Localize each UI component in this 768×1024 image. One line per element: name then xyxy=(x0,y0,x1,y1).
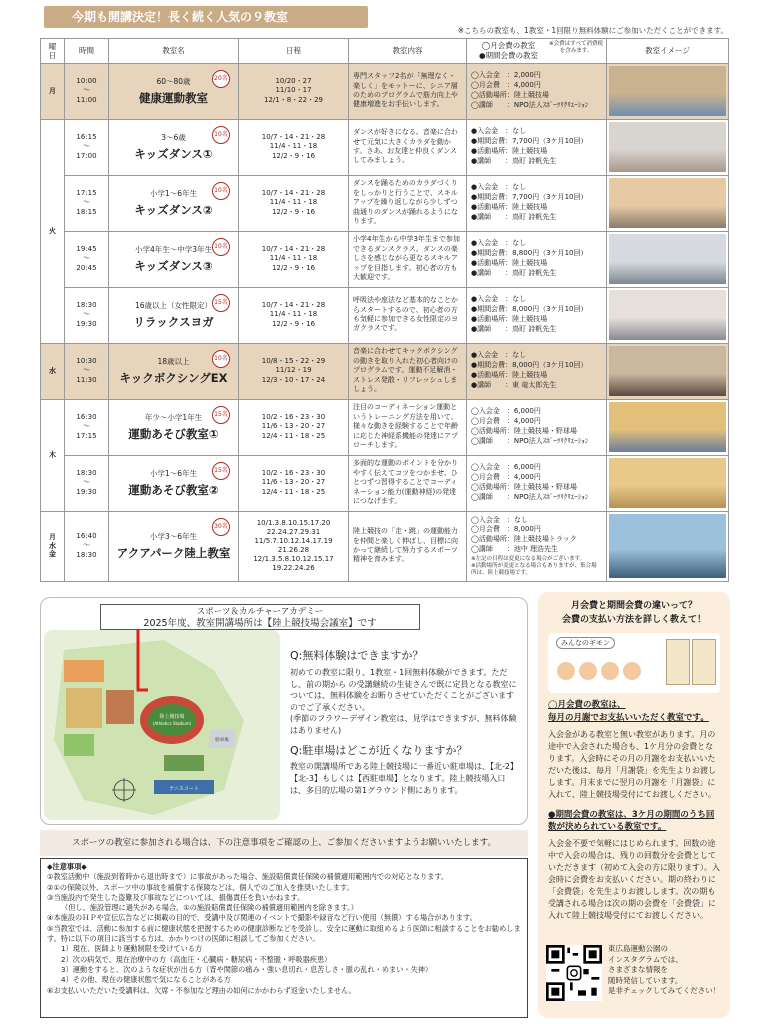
dates-cell xyxy=(239,399,349,455)
date-line: 10/7・14・21・28 xyxy=(261,133,326,142)
monthly-fee-body: 入会金がある教室と無い教室があります。月の途中で入会された場合も、1ケ月分の会費となります。入会時にその月の月謝をお支払いいただいた後は、毎月「月謝袋」を先生よりお渡しします。月末までに翌月の月謝を「月謝袋」に入れて、陸上競技場受付にてお渡しください。 xyxy=(548,729,716,799)
venue-title xyxy=(100,604,420,630)
target-age: 18歳以上 xyxy=(157,357,190,366)
class-title: キックボクシングEX xyxy=(119,371,228,385)
class-title: キッズダンス① xyxy=(134,147,213,161)
caution-line: 3）運動をすると、次のような症状が出る方（背や関節の痛み・強い息切れ・息苦しさ・脈の乱れ・めまい・失神） xyxy=(61,964,433,974)
tennis-label: テニスコート xyxy=(169,786,199,792)
fee-text: ◯入会金 ：6,000円 ◯月会費 ：4,000円 ◯活動場所：陸上競技場・野球場 ◯講師 ：NPO法人ｽﾎﾟｰﾂﾘｸﾘｴｰｼｮﾝ xyxy=(471,463,589,501)
class-name-cell xyxy=(109,63,239,119)
date-line: 11/4・11・18 xyxy=(269,142,318,151)
venue-announcement: 2025年度、教室開講場所は【陸上競技場会議室】です xyxy=(143,618,377,629)
day-cell: 月 xyxy=(41,63,65,119)
class-name-cell xyxy=(109,343,239,399)
table-row xyxy=(41,399,729,455)
fee-cell xyxy=(467,343,607,399)
stadium-label: 陸上競技場 xyxy=(159,714,185,720)
time-cell: 10:30 〜 11:30 xyxy=(65,343,109,399)
class-photo xyxy=(609,346,726,396)
table-row xyxy=(41,175,729,231)
capacity-badge: 10名 xyxy=(212,126,230,144)
image-cell xyxy=(607,399,729,455)
caution-line: ⑤当教室では、活動に参加する前に健康状態を把握するための健康診断などを受診し、安全に運動に取組めるよう医師に相談することをお勧めします。特に以下の項目に該当する方は、かかりつけの医師に相談してご参加ください。 xyxy=(47,923,521,944)
fee-note: ※左記の日程は変更になる場合がございます。 ※活動場所が変更となる場合もありますが、集合場所は、陸上競技場です。 xyxy=(471,555,597,576)
class-title: キッズダンス③ xyxy=(134,259,213,273)
class-title: キッズダンス② xyxy=(134,203,213,217)
content-cell: ダンスを踊るためのカラダづくりをしっかりと行うことで、スキルアップを繰り返しながら少しずつ曲通りのダンスが踊れるようになります。 xyxy=(349,175,467,231)
time-cell: 10:00 〜 11:00 xyxy=(65,63,109,119)
class-photo xyxy=(609,66,726,116)
image-cell xyxy=(607,287,729,343)
class-title: アクアパーク陸上教室 xyxy=(116,546,231,560)
target-age: 16歳以上（女性限定） xyxy=(134,301,213,310)
date-line: 21.26.28 xyxy=(277,546,310,554)
table-row xyxy=(41,287,729,343)
time-cell: 16:40 〜 18:30 xyxy=(65,511,109,581)
dates-cell xyxy=(239,231,349,287)
date-line: 12/1.3.5.8.10.12.15.17 xyxy=(253,555,334,564)
date-line: 12/4・11・18・25 xyxy=(261,487,326,496)
day-cell: 木 xyxy=(41,399,65,511)
caution-line: 4）その他、現在の健康状態で気になることがある方 xyxy=(61,975,231,985)
schedule-table xyxy=(40,38,729,582)
capacity-badge: 15名 xyxy=(212,406,230,424)
date-line: 11/5.7.10.12.14.17.19 xyxy=(254,536,333,545)
fee-legend-period: ●期間会費の教室 xyxy=(478,50,539,60)
class-photo xyxy=(609,402,726,452)
fee-text: ◯入会金 ：なし ◯月会費 ：8,000円 ◯活動場所：陸上競技場トラック ◯講師 ：池中 理浩先生 xyxy=(471,515,577,553)
fee-text: ●入会金 ：なし ●期間会費：8,000円（3ケ月10回） ●活動場所：陸上競技場 ●講師 ：鳥盯 詩帆先生 xyxy=(471,295,588,333)
date-line: 10/2・16・23・30 xyxy=(261,469,326,478)
park-map xyxy=(44,630,280,820)
academy-name: スポーツ＆カルチャーアカデミー xyxy=(196,607,324,617)
instagram-promo: 東広島運動公園の インスタグラムでは、 さまざまな情報を 随時発信しています。 是非チェックしてみてください！ xyxy=(608,944,721,995)
trial-note: ※こちらの教室も、1教室・1回限り無料体験にご参加いただくことができます。 xyxy=(457,26,728,35)
capacity-badge: 10名 xyxy=(212,182,230,200)
image-cell xyxy=(607,175,729,231)
content-cell: 多面的な運動のポイントを分かりやすく伝えてコツをつかませ、ひとつずつ習得することでコーディネーション能力(運動神経)の発達につなげます。 xyxy=(349,455,467,511)
dates-cell xyxy=(239,175,349,231)
time-cell: 16:15 〜 17:00 xyxy=(65,119,109,175)
date-line: 10/7・14・21・28 xyxy=(261,189,326,198)
image-cell xyxy=(607,63,729,119)
caution-line: （但し、施設管理に過失がある場合、①の施設賠償責任保険の補償適用範囲内を除きます。） xyxy=(61,903,358,913)
class-photo xyxy=(609,178,726,228)
faces-icon xyxy=(554,653,644,689)
dates-cell xyxy=(239,343,349,399)
caution-line: 2）次の病気で、現在治療中の方（高血圧・心臓病・糖尿病・不整脈・呼吸器疾患） xyxy=(61,954,332,964)
capacity-badge: 15名 xyxy=(212,294,230,312)
image-cell xyxy=(607,231,729,287)
class-title: リラックスヨガ xyxy=(133,315,214,329)
image-cell xyxy=(607,343,729,399)
faq-answer-2: 教室の開講場所である陸上競技場に一番近い駐車場は、【北-2】【北-3】もしくは【西駐車場】となります。陸上競技場入口は、多目的広場の第1グラウンド側にあります。 xyxy=(290,762,518,795)
faq-question-1: Q:無料体験はできますか？ xyxy=(290,649,424,662)
header-image: 教室イメージ xyxy=(607,39,729,64)
time-cell: 19:45 〜 20:45 xyxy=(65,231,109,287)
class-title: 健康運動教室 xyxy=(139,91,208,105)
header-content: 教室内容 xyxy=(349,39,467,64)
caution-line: ④本施設のＨＰや宣伝広告などに掲載の目的で、受講中及び関連のイベントで撮影や録音など行い使用（無償）する場合があります。 xyxy=(47,913,477,923)
table-row xyxy=(41,231,729,287)
class-name-cell xyxy=(109,511,239,581)
envelope-icon xyxy=(692,639,716,685)
table-header-row xyxy=(41,39,729,64)
fee-text: ●入会金 ：なし ●期間会費：8,800円（3ケ月10回） ●活動場所：陸上競技場 ●講師 ：鳥盯 詩帆先生 xyxy=(471,239,588,277)
class-name-cell xyxy=(109,455,239,511)
day-cell: 火 xyxy=(41,119,65,343)
time-cell: 18:30 〜 19:30 xyxy=(65,455,109,511)
monthly-fee-section xyxy=(548,699,720,922)
target-age: 60〜80歳 xyxy=(156,77,191,86)
date-line: 12/4・11・18・25 xyxy=(261,431,326,440)
date-line: 10/2・16・23・30 xyxy=(261,413,326,422)
image-cell xyxy=(607,511,729,581)
time-cell: 16:30 〜 17:15 xyxy=(65,399,109,455)
dates-cell xyxy=(239,63,349,119)
day-cell: 水 xyxy=(41,343,65,399)
monthly-fee-heading: ◯月会費の教室は、 毎月の月謝でお支払いいただく教室です。 xyxy=(548,700,709,723)
fee-cell xyxy=(467,511,607,581)
header-time: 時間 xyxy=(65,39,109,64)
fee-legend-monthly: ◯月会費の教室 xyxy=(481,41,536,50)
image-cell xyxy=(607,119,729,175)
date-line: 11/4・11・18 xyxy=(269,254,318,263)
fee-cell xyxy=(467,231,607,287)
target-age: 小学3〜6年生 xyxy=(149,532,198,541)
class-photo xyxy=(609,514,726,578)
period-fee-heading: ●期間会費の教室は、3ケ月の期間のうち回数が決められている教室です。 xyxy=(548,809,715,833)
class-title: 運動あそび教室② xyxy=(128,483,219,497)
envelope-icon xyxy=(666,639,690,685)
dates-cell xyxy=(239,287,349,343)
target-age: 3〜6歳 xyxy=(161,133,186,142)
content-cell: 注目のコーディネーション運動というトレーニング方法を用いて、様々な動きを経験することで年齢に応じた神経系機能の発達にアプローチします。 xyxy=(349,399,467,455)
caution-title: ◆注意事項◆ xyxy=(47,862,87,871)
date-line: 22.24.27.29.31 xyxy=(266,527,321,536)
date-line: 12/2・9・16 xyxy=(271,319,316,328)
fee-text: ●入会金 ：なし ●期間会費：7,700円（3ケ月10回） ●活動場所：陸上競技場 ●講師 ：鳥盯 詩帆先生 xyxy=(471,127,588,165)
caution-line: ⑥お支払いいただいた受講料は、欠席・不参加など理由の如何にかかわらず返金いたしません。 xyxy=(47,985,356,995)
header-fee xyxy=(467,39,607,64)
fee-cell xyxy=(467,399,607,455)
faq xyxy=(290,648,518,802)
class-photo xyxy=(609,122,726,172)
target-age: 小学4年生〜中学3年生 xyxy=(134,245,213,254)
date-line: 12/2・9・16 xyxy=(271,263,316,272)
capacity-badge: 30名 xyxy=(212,518,230,536)
capacity-badge: 20名 xyxy=(212,70,230,88)
target-age: 小学1〜6年生 xyxy=(149,469,198,478)
question-bubble: みんなのギモン xyxy=(556,637,615,649)
class-name-cell xyxy=(109,119,239,175)
capacity-badge: 10名 xyxy=(212,238,230,256)
fee-cell xyxy=(467,287,607,343)
header-name: 教室名 xyxy=(109,39,239,64)
date-line: 11/10・17 xyxy=(275,86,312,95)
date-line: 12/2・9・16 xyxy=(271,207,316,216)
parking-label: 駐車場 xyxy=(215,738,229,743)
fee-cell xyxy=(467,175,607,231)
fee-text: ●入会金 ：なし ●期間会費：7,700円（3ケ月10回） ●活動場所：陸上競技場 ●講師 ：鳥盯 詩帆先生 xyxy=(471,183,588,221)
date-line: 12/2・9・16 xyxy=(271,151,316,160)
date-line: 10/7・14・21・28 xyxy=(261,301,326,310)
caution-line: ②①の保険以外、スポーツ中の事故を補償する保険などは、個人でのご加入を推奨いたします。 xyxy=(47,882,354,892)
class-name-cell xyxy=(109,399,239,455)
dates-cell xyxy=(239,511,349,581)
period-fee-body: 入会金不要で気軽にはじめられます。回数の途中で入会の場合は、残りの回数分を会費としていただきます（初めて入会の方に限ります）。入会時に会費をお支払いください。期の終わりに「会費袋」を先生よりお渡しします。次の期も受講される場合は次の期の会費を「会費袋」に入れて陸上競技場受付にてお渡しください。 xyxy=(548,839,720,920)
table-row xyxy=(41,119,729,175)
date-line: 10/20・27 xyxy=(275,77,312,86)
time-cell: 18:30 〜 19:30 xyxy=(65,287,109,343)
date-line: 12/1・8・22・29 xyxy=(264,95,323,104)
fee-cell xyxy=(467,63,607,119)
table-row xyxy=(41,455,729,511)
instagram-qr-code[interactable] xyxy=(546,945,602,1001)
image-cell xyxy=(607,455,729,511)
date-line: 11/6・13・20・27 xyxy=(261,478,326,487)
caution-line: 1）現在、医師より運動制限を受けている方 xyxy=(61,944,203,954)
table-row xyxy=(41,63,729,119)
date-line: 11/12・19 xyxy=(275,366,312,375)
fee-text: ◯入会金 ：6,000円 ◯月会費 ：4,000円 ◯活動場所：陸上競技場・野球場 ◯講師 ：NPO法人ｽﾎﾟｰﾂﾘｸﾘｴｰｼｮﾝ xyxy=(471,407,589,445)
date-line: 10/1.3.8.10.15.17.20 xyxy=(256,518,331,527)
target-age: 小学1〜6年生 xyxy=(149,189,198,198)
caution-line: ①教室活動中（施設到着時から退出時まで）に事故があった場合、施設賠償責任保険の補償適用範囲内での対応となります。 xyxy=(47,872,449,882)
caution-box xyxy=(40,858,528,1018)
caution-line: ③当施設内で発生した盗難及び事故などについては、損傷責任を負いかねます。 xyxy=(47,892,305,902)
content-cell: 音楽に合わせてキックボクシングの動きを取り入れた初心者向けのプログラムです。運動不足解消・ストレス発散・リフレッシュしましょう。 xyxy=(349,343,467,399)
table-row xyxy=(41,511,729,581)
date-line: 11/4・11・18 xyxy=(269,198,318,207)
date-line: 10/8・15・22・29 xyxy=(261,357,326,366)
header-day: 曜 日 xyxy=(41,39,65,64)
capacity-badge: 10名 xyxy=(212,350,230,368)
people-illustration xyxy=(548,633,720,693)
class-name-cell xyxy=(109,175,239,231)
capacity-badge: 15名 xyxy=(212,462,230,480)
headline-banner: 今期も開講決定！長く続く人気の９教室 xyxy=(44,6,368,28)
class-photo xyxy=(609,234,726,284)
content-cell: 呼吸法や座法など基本的なことからスタートするので、初心者の方も気軽に参加できる女性限定のヨガクラスです。 xyxy=(349,287,467,343)
class-title: 運動あそび教室① xyxy=(128,427,219,441)
content-cell: 小学4年生から中学3年生まで参加できるダンスクラス。ダンスの楽しさを感じながら更なるスキルアップを目指します。初心者の方も大歓迎です。 xyxy=(349,231,467,287)
date-line: 11/4・11・18 xyxy=(269,310,318,319)
class-name-cell xyxy=(109,231,239,287)
date-line: 10/7・14・21・28 xyxy=(261,245,326,254)
content-cell: 陸上競技の「走・跳」の運動能力を仲間と楽しく伸ばし、目標に向かって継続して努力するスポーツ精神を育みます。 xyxy=(349,511,467,581)
date-line: 19.22.24.26 xyxy=(272,564,315,573)
fee-cell xyxy=(467,455,607,511)
target-age: 年少〜小学1年生 xyxy=(144,413,203,422)
class-photo xyxy=(609,290,726,340)
header-dates: 日程 xyxy=(239,39,349,64)
fee-text: ◯入会金 ：2,000円 ◯月会費 ：4,000円 ◯活動場所：陸上競技場 ◯講師 ：NPO法人ｽﾎﾟｰﾂﾘｸﾘｴｰｼｮﾝ xyxy=(471,71,589,109)
faq-answer-1: 初めての教室に限り、1教室・1回無料体験ができます。ただし、前の期から の受講継続の生徒さんで既に定員となる教室については、無料体験をお断りさせていただくことがございますのでご了承ください。 (季節のフラワーデザイン教室は、見学はできますが、無料体験はありません) xyxy=(290,667,517,735)
time-cell: 17:15 〜 18:15 xyxy=(65,175,109,231)
fee-text: ●入会金 ：なし ●期間会費：8,000円（3ケ月10回） ●活動場所：陸上競技場 ●講師 ：東 竜太郎先生 xyxy=(471,351,588,389)
fee-explainer-heading: 月会費と期間会費の違いって？ 会費の支払い方法を詳しく教えて！ xyxy=(561,601,706,625)
day-cell: 月 水 金 xyxy=(41,511,65,581)
stadium-label-en: (Athletics Stadium) xyxy=(152,721,192,726)
date-line: 11/6・13・20・27 xyxy=(261,422,326,431)
fee-cell xyxy=(467,119,607,175)
faq-question-2: Q:駐車場はどこが近くなりますか？ xyxy=(290,743,468,757)
fee-legend-tax: ※会費はすべて消費税を含みます。 xyxy=(549,41,603,55)
dates-cell xyxy=(239,455,349,511)
table-row xyxy=(41,343,729,399)
content-cell: 専門スタッフ2名が「無理なく・楽しく」をモットーに、シニア層のためのプログラムで筋力向上や健康増進をお手伝いします。 xyxy=(349,63,467,119)
dates-cell xyxy=(239,119,349,175)
content-cell: ダンスが好きになる。音楽に合わせて元気に大きくカラダを動かす。さあ、お友達と仲良くダンスしてみましょう。 xyxy=(349,119,467,175)
date-line: 12/3・10・17・24 xyxy=(261,375,326,384)
class-photo xyxy=(609,458,726,508)
notice-bar: スポーツの教室に参加される場合は、下の注意事項をご確認の上、ご参加くださいますようお願いいたします。 xyxy=(40,830,528,856)
class-name-cell xyxy=(109,287,239,343)
